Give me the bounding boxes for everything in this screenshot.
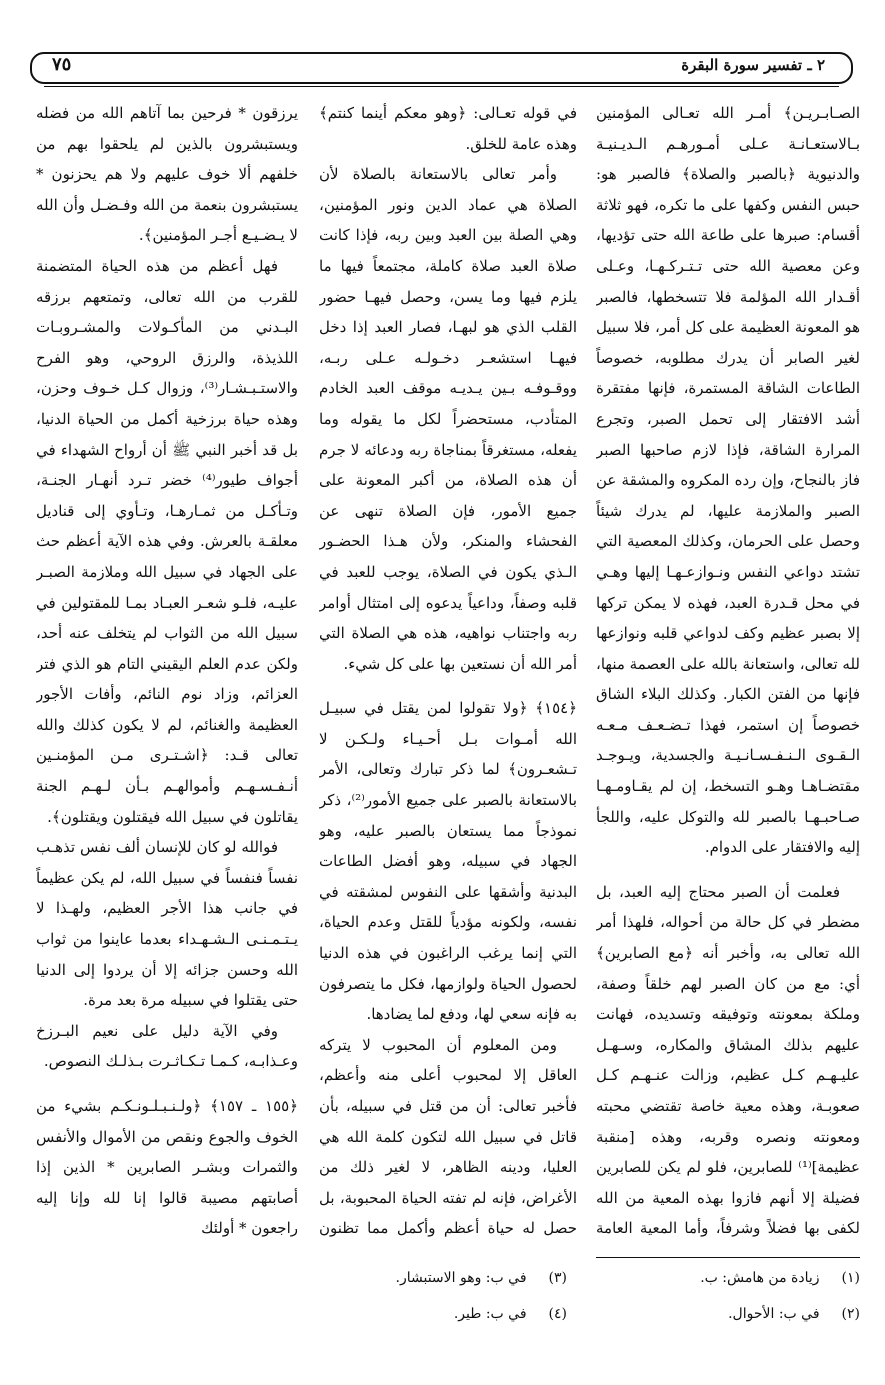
- verse-heading-154: ﴿١٥٤﴾ ﴿ولا تقولوا لمن يقتل في سبيـل الله أمـوات بـل أحـيـاء ولـكـن لا تـشعـرون﴾ لما ذكر تبارك وتعالى، الأمر بالاستعانة بالصبر على جميع الأمور⁽²⁾، ذكر نموذجاً مما يستعان بالصبر عليه، وهو الجهاد في سبيله، وهو أفضل الطاعات البدنية وأشقها على النفوس لمشقته في نفسه، ولكونه مؤدياً للقتل وعدم الحياة، التي إنما يرغب الراغبون في هذه الدنيا لحصول الحياة ولوازمها، فكل ما يتصرفون به فإنه سعي لها، ودفع لما يضادها.: [319, 699, 577, 1024]
- paragraph: في قوله تعـالى: ﴿وهو معكم أينما كنتم﴾ وهذه عامة للخلق.: [319, 104, 577, 153]
- paragraph: فهل أعظم من هذه الحياة المتضمنة للقرب من الله تعالى، وتمتعهم برزقه البـدني من المأكـولات والمشـروبـات اللذيذة، والرزق الروحي، وهو الفرح والاستـبـشـار⁽³⁾، وزوال كـل خـوف وحزن، وهذه حياة برزخية أكمل من الحياة الدنيا، بل قد أخبر النبي ﷺ أن أرواح الشهداء في أجواف طيور⁽⁴⁾ خضر تـرد أنهـار الجنـة، وتـأكـل من ثمـارهـا، وتـأوي إلى قناديل معلقـة بالعرش. وفي هذه الآية أعظم حث على الجهاد في سبيل الله وملازمة الصبـر عليـه، فلـو شعـر العبـاد بمـا للمقتولين في سبيل الله من الثواب لم يتخلف عنه أحد، ولكن عدم العلم اليقيني التام هو الذي فتر العزائم، وزاد نوم النائم، وأفات الأجور العظيمة والغنائم، لم لا يكون كذلك والله تعالى قـد: ﴿اشـتـرى مـن المؤمنـين أنـفـسـهـم وأموالهـم بـأن لـهـم الجنة يقاتلون في سبيل الله فيقتلون ويقتلون﴾.: [36, 256, 298, 826]
- verse-heading-155-157: ﴿١٥٥ ـ ١٥٧﴾ ﴿ولـنـبـلـونـكـم بشيء من الخوف والجوع ونقص من الأموال والأنفس والثمرات وبشـر الصابرين * الذين إذا أصابتهم مصيبة قالوا إنا لله وإنا إليه راجعون * أولئك: [36, 1097, 298, 1238]
- footnote-3: [396, 1268, 567, 1288]
- paragraph: فوالله لو كان للإنسان ألف نفس تذهـب نفساً فنفساً في سبيل الله، لم يكن عظيماً في جانب هذا الأجر العظيم، ولهـذا لا يـتـمـنـى الـشـهـداء بعدما عاينوا من ثواب الله وحسن جزائه إلا أن يردوا إلى الدنيا حتى يقتلوا في سبيله مرة بعد مرة.: [36, 838, 298, 1010]
- footnote-number: (٢): [841, 1306, 860, 1322]
- running-title: ٢ ـ تفسير سورة البقرة: [681, 56, 825, 74]
- paragraph: الصـابـريـن﴾ أمـر الله تعـالى المؤمنين بـالاستعـانـة عـلى أمـورهـم الـديـنيـة والدنيوية ﴿بالصبر والصلاة﴾ فالصبر هو: حبس النفس وكفها على ما تكره، فهو ثلاثة أقسام: صبرها على طاعة الله حتى تؤديها، وعن معصية الله حتى تـتـركـهـا، وعـلى أقـدار الله المؤلمة فلا تتسخطها، فالصبر هو المعونة العظيمة على كل أمر، فلا سبيل لغير الصابر أن يدرك مطلوبه، خصوصاً الطاعات الشاقة المستمرة، فإنها مفتقرة أشد الافتقار إلى تحمل الصبر، وتجرع المرارة الشاقة، فإذا لازم صاحبها الصبر فاز بالنجاح، وإن رده المكروه والمشقة عن الصبر والملازمة عليها، لم يدرك شيئاً وحصل على الحرمان، وكذلك المعصية التي تشتد دواعي النفس ونـوازعـهـا إليها وهـي في محل قـدرة العبد، فهذه لا يمكن تركها إلا بصبر عظيم وكف لدواعي قلبه ونوازعها لله تعالى، واستعانة بالله على العصمة منها، فإنها من الفتن الكبار. وكذلك البلاء الشاق خصوصاً إن استمر، فهذا تـضـعـف مـعـه الـقـوى الـنـفـسـانـيـة والجسدية، ويـوجـد مقتضـاهـا وهـو التسخط، إن لم يقـاومـهـا صـاحبـهـا بالصبر لله والتوكل عليه، واللجأ إليه والافتقار على الدوام.: [596, 104, 860, 857]
- paragraph: فعلمت أن الصبر محتاج إليه العبد، بل مضطر في كل حالة من أحواله، فلهذا أمر الله تعالى به، وأخبر أنه ﴿مع الصابرين﴾ أي: مع من كان الصبر لهم خلقاً وصفة، وملكة بمعونته وتوفيقه وتسديده، فهانت عليهم بذلك المشاق والمكاره، وسـهـل عليـهـم كـل عظيم، وزالت عنـهـم كـل صعوبـة، وهذه معية خاصة تقتضي محبته ومعونته ونصره وقربه، وهذه [منقبة عظيمة]⁽¹⁾ للصابرين، فلو لم يكن للصابرين فضيلة إلا أنهم فازوا بهذه المعية من الله لكفى بها فضلاً وشرفاً، وأما المعية العامة: [596, 882, 860, 1238]
- paragraph: يرزقون * فرحين بما آتاهم الله من فضله ويستبشرون بالذين لم يلحقوا بهم من خلفهم ألا خوف عليهم ولا هم يحزنون * يستبشرون بنعمة من الله وفـضـل وأن الله لا يـضـيـع أجـر المؤمنين﴾.: [36, 104, 298, 245]
- footnote-number: (١): [841, 1270, 860, 1286]
- footnote-text: زيادة من هامش: ب.: [700, 1270, 820, 1286]
- paragraph: وفي الآية دليل على نعيم البـرزخ وعـذابـه، كـمـا تـكـاثـرت بـذلـك النصوص.: [36, 1021, 298, 1071]
- footnote-1: [700, 1268, 860, 1288]
- footnote-2: [728, 1304, 860, 1324]
- column-right: [596, 98, 860, 1248]
- column-left: [36, 98, 298, 1248]
- paragraph: ومن المعلوم أن المحبوب لا يتركه العاقل إلا لمحبوب أعلى منه وأعظم، فأخبر تعالى: أن من قتل في سبيله، بأن قاتل في سبيل الله لتكون كلمة الله هي العليا، ودينه الظاهر، لا لغير ذلك من الأغراض، فإنه لم تفته الحياة المحبوبة، بل حصل له حياة أعظم وأكمل مما تظنون: [319, 1035, 577, 1238]
- footnote-text: في ب: الأحوال.: [728, 1306, 820, 1322]
- footnote-number: (٤): [548, 1306, 567, 1322]
- footnote-text: في ب: طير.: [453, 1306, 527, 1322]
- paragraph: وأمر تعالى بالاستعانة بالصلاة لأن الصلاة هي عماد الدين ونور المؤمنين، وهي الصلة بين العبد وبين ربه، فإذا كانت صلاة العبد صلاة كاملة، مجتمعاً فيها ما يلزم فيها وما يسن، وحصل فيهـا حضور القلب الذي هو لبهـا، فصار العبد إذا دخل فيهـا استشعـر دخـولـه عـلى ربـه، ووقـوفـه بـين يـديـه موقف العبد الخادم المتأدب، مستحضراً لكل ما يقوله وما يفعله، مستغرقاً بمناجاة ربه ودعائه لا جرم أن هذه الصلاة، من أكبر المعونة على جميع الأمور، فإن الصلاة تنهى عن الفحشاء والمنكر، ولأن هـذا الحضـور الـذي يكون في الصلاة، يوجب للعبد في قلبه وصفاً، وداعياً يدعوه إلى امتثال أوامر ربه واجتناب نواهيه، هذه هي الصلاة التي أمر الله أن نستعين بها على كل شيء.: [319, 165, 577, 673]
- footnote-rule: [596, 1257, 860, 1258]
- footnote-number: (٣): [548, 1270, 567, 1286]
- column-middle: [319, 98, 577, 1248]
- header-rule: [44, 86, 839, 87]
- page-header: [30, 40, 853, 90]
- footnote-4: [454, 1304, 567, 1324]
- footnote-text: في ب: وهو الاستبشار.: [395, 1270, 527, 1286]
- page-number: ٧٥: [52, 54, 72, 75]
